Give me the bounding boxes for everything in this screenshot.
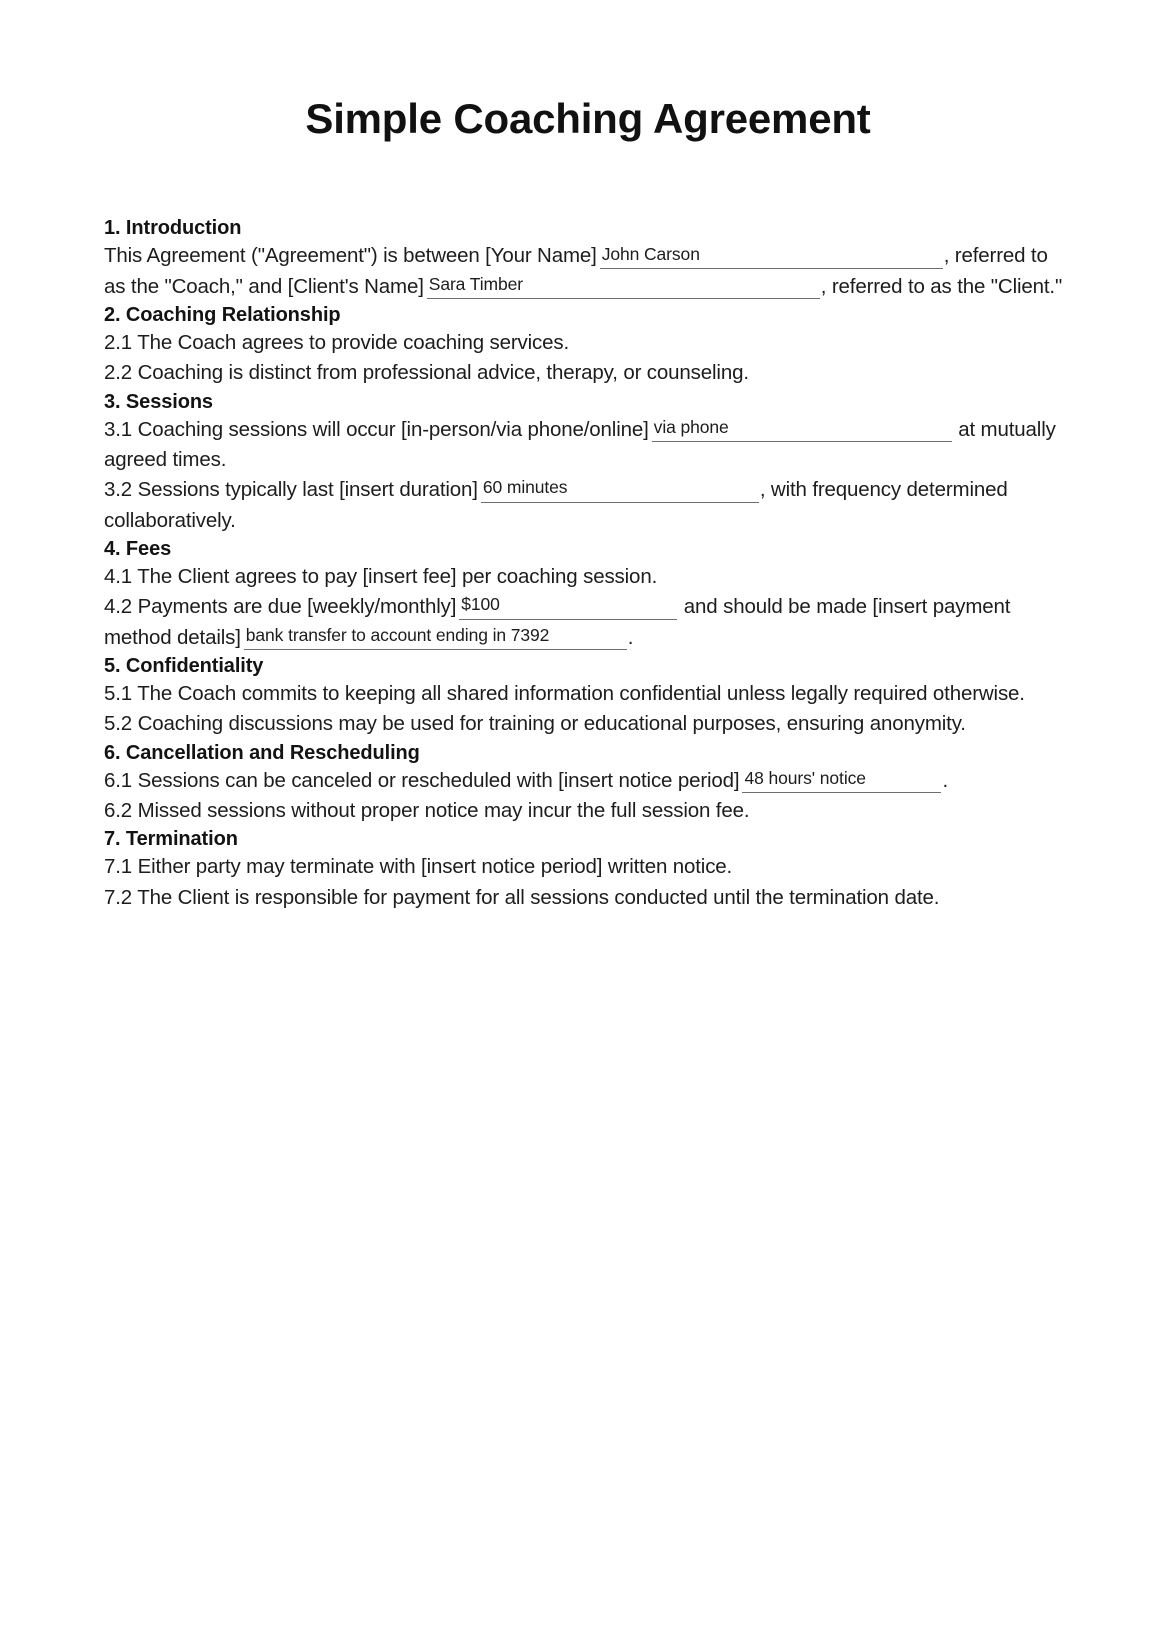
session-mode-value: via phone <box>653 416 729 437</box>
section-heading-fees: 4. Fees <box>104 537 172 560</box>
client-name-field[interactable] <box>427 273 820 300</box>
clause-text-tail: , with frequency determined collaboratively. <box>104 478 1008 532</box>
clause-2-2: 2.2 Coaching is distinct from professional advice, therapy, or counseling. <box>104 361 749 385</box>
clause-text-lead: 4.2 Payments are due [weekly/monthly] <box>104 595 457 619</box>
clause-6-2: 6.2 Missed sessions without proper notice may incur the full session fee. <box>104 798 750 822</box>
section-heading-cancellation-and-rescheduling: 6. Cancellation and Rescheduling <box>104 741 420 764</box>
coach-name-field[interactable] <box>600 243 943 269</box>
clause-3-2 <box>104 475 1072 536</box>
section-heading-confidentiality: 5. Confidentiality <box>104 654 264 677</box>
payment-amount-field[interactable] <box>459 594 677 620</box>
clause-4-1: 4.1 The Client agrees to pay [insert fee] per coaching session. <box>104 564 658 588</box>
document-body <box>104 215 1072 913</box>
clause-5-1: 5.1 The Coach commits to keeping all shared information confidential unless legally required otherwise. <box>104 681 1025 705</box>
clause-7-1: 7.1 Either party may terminate with [insert notice period] written notice. <box>104 855 733 879</box>
clause-text-tail: . <box>627 625 634 649</box>
clause-7-2: 7.2 The Client is responsible for payment for all sessions conducted until the termination date. <box>104 885 940 909</box>
clause-2-1: 2.1 The Coach agrees to provide coaching services. <box>104 330 570 354</box>
page-title: Simple Coaching Agreement <box>305 95 871 142</box>
clause-text-tail: , referred to as the "Client." <box>820 274 1063 298</box>
clause-3-1 <box>104 415 1072 476</box>
coach-name-value: John Carson <box>601 243 700 264</box>
clause-text-mid: and should be made [insert payment method details] <box>104 595 1011 649</box>
client-name-value: Sara Timber <box>428 273 523 294</box>
clause-1-parties <box>104 241 1072 302</box>
section-heading-termination: 7. Termination <box>104 828 238 851</box>
session-mode-field[interactable] <box>652 416 952 443</box>
clause-text-lead: 3.1 Coaching sessions will occur [in-person/via phone/online] <box>104 417 649 441</box>
cancellation-notice-value: 48 hours' notice <box>744 767 866 788</box>
clause-6-1 <box>104 766 1072 796</box>
payment-method-field[interactable] <box>244 624 627 651</box>
section-heading-sessions: 3. Sessions <box>104 390 213 413</box>
session-duration-field[interactable] <box>481 477 759 503</box>
section-heading-introduction: 1. Introduction <box>104 217 242 240</box>
payment-method-value: bank transfer to account ending in 7392 <box>245 624 550 645</box>
clause-5-2: 5.2 Coaching discussions may be used for training or educational purposes, ensuring anonymity. <box>104 712 966 736</box>
clause-text-tail: . <box>942 768 949 792</box>
session-duration-value: 60 minutes <box>482 477 568 498</box>
payment-amount-value: $100 <box>461 594 500 615</box>
clause-text-mid: , referred to as the "Coach," and [Client's Name] <box>104 244 1048 298</box>
clause-text-lead: 6.1 Sessions can be canceled or rescheduled with [insert notice period] <box>104 768 740 792</box>
section-heading-coaching-relationship: 2. Coaching Relationship <box>104 303 341 326</box>
clause-text-lead: This Agreement ("Agreement") is between [Your Name] <box>104 244 597 268</box>
cancellation-notice-field[interactable] <box>742 767 941 794</box>
clause-text-tail: at mutually agreed times. <box>104 417 1056 471</box>
clause-4-2 <box>104 592 1072 653</box>
clause-text-lead: 3.2 Sessions typically last [insert duration] <box>104 478 478 502</box>
